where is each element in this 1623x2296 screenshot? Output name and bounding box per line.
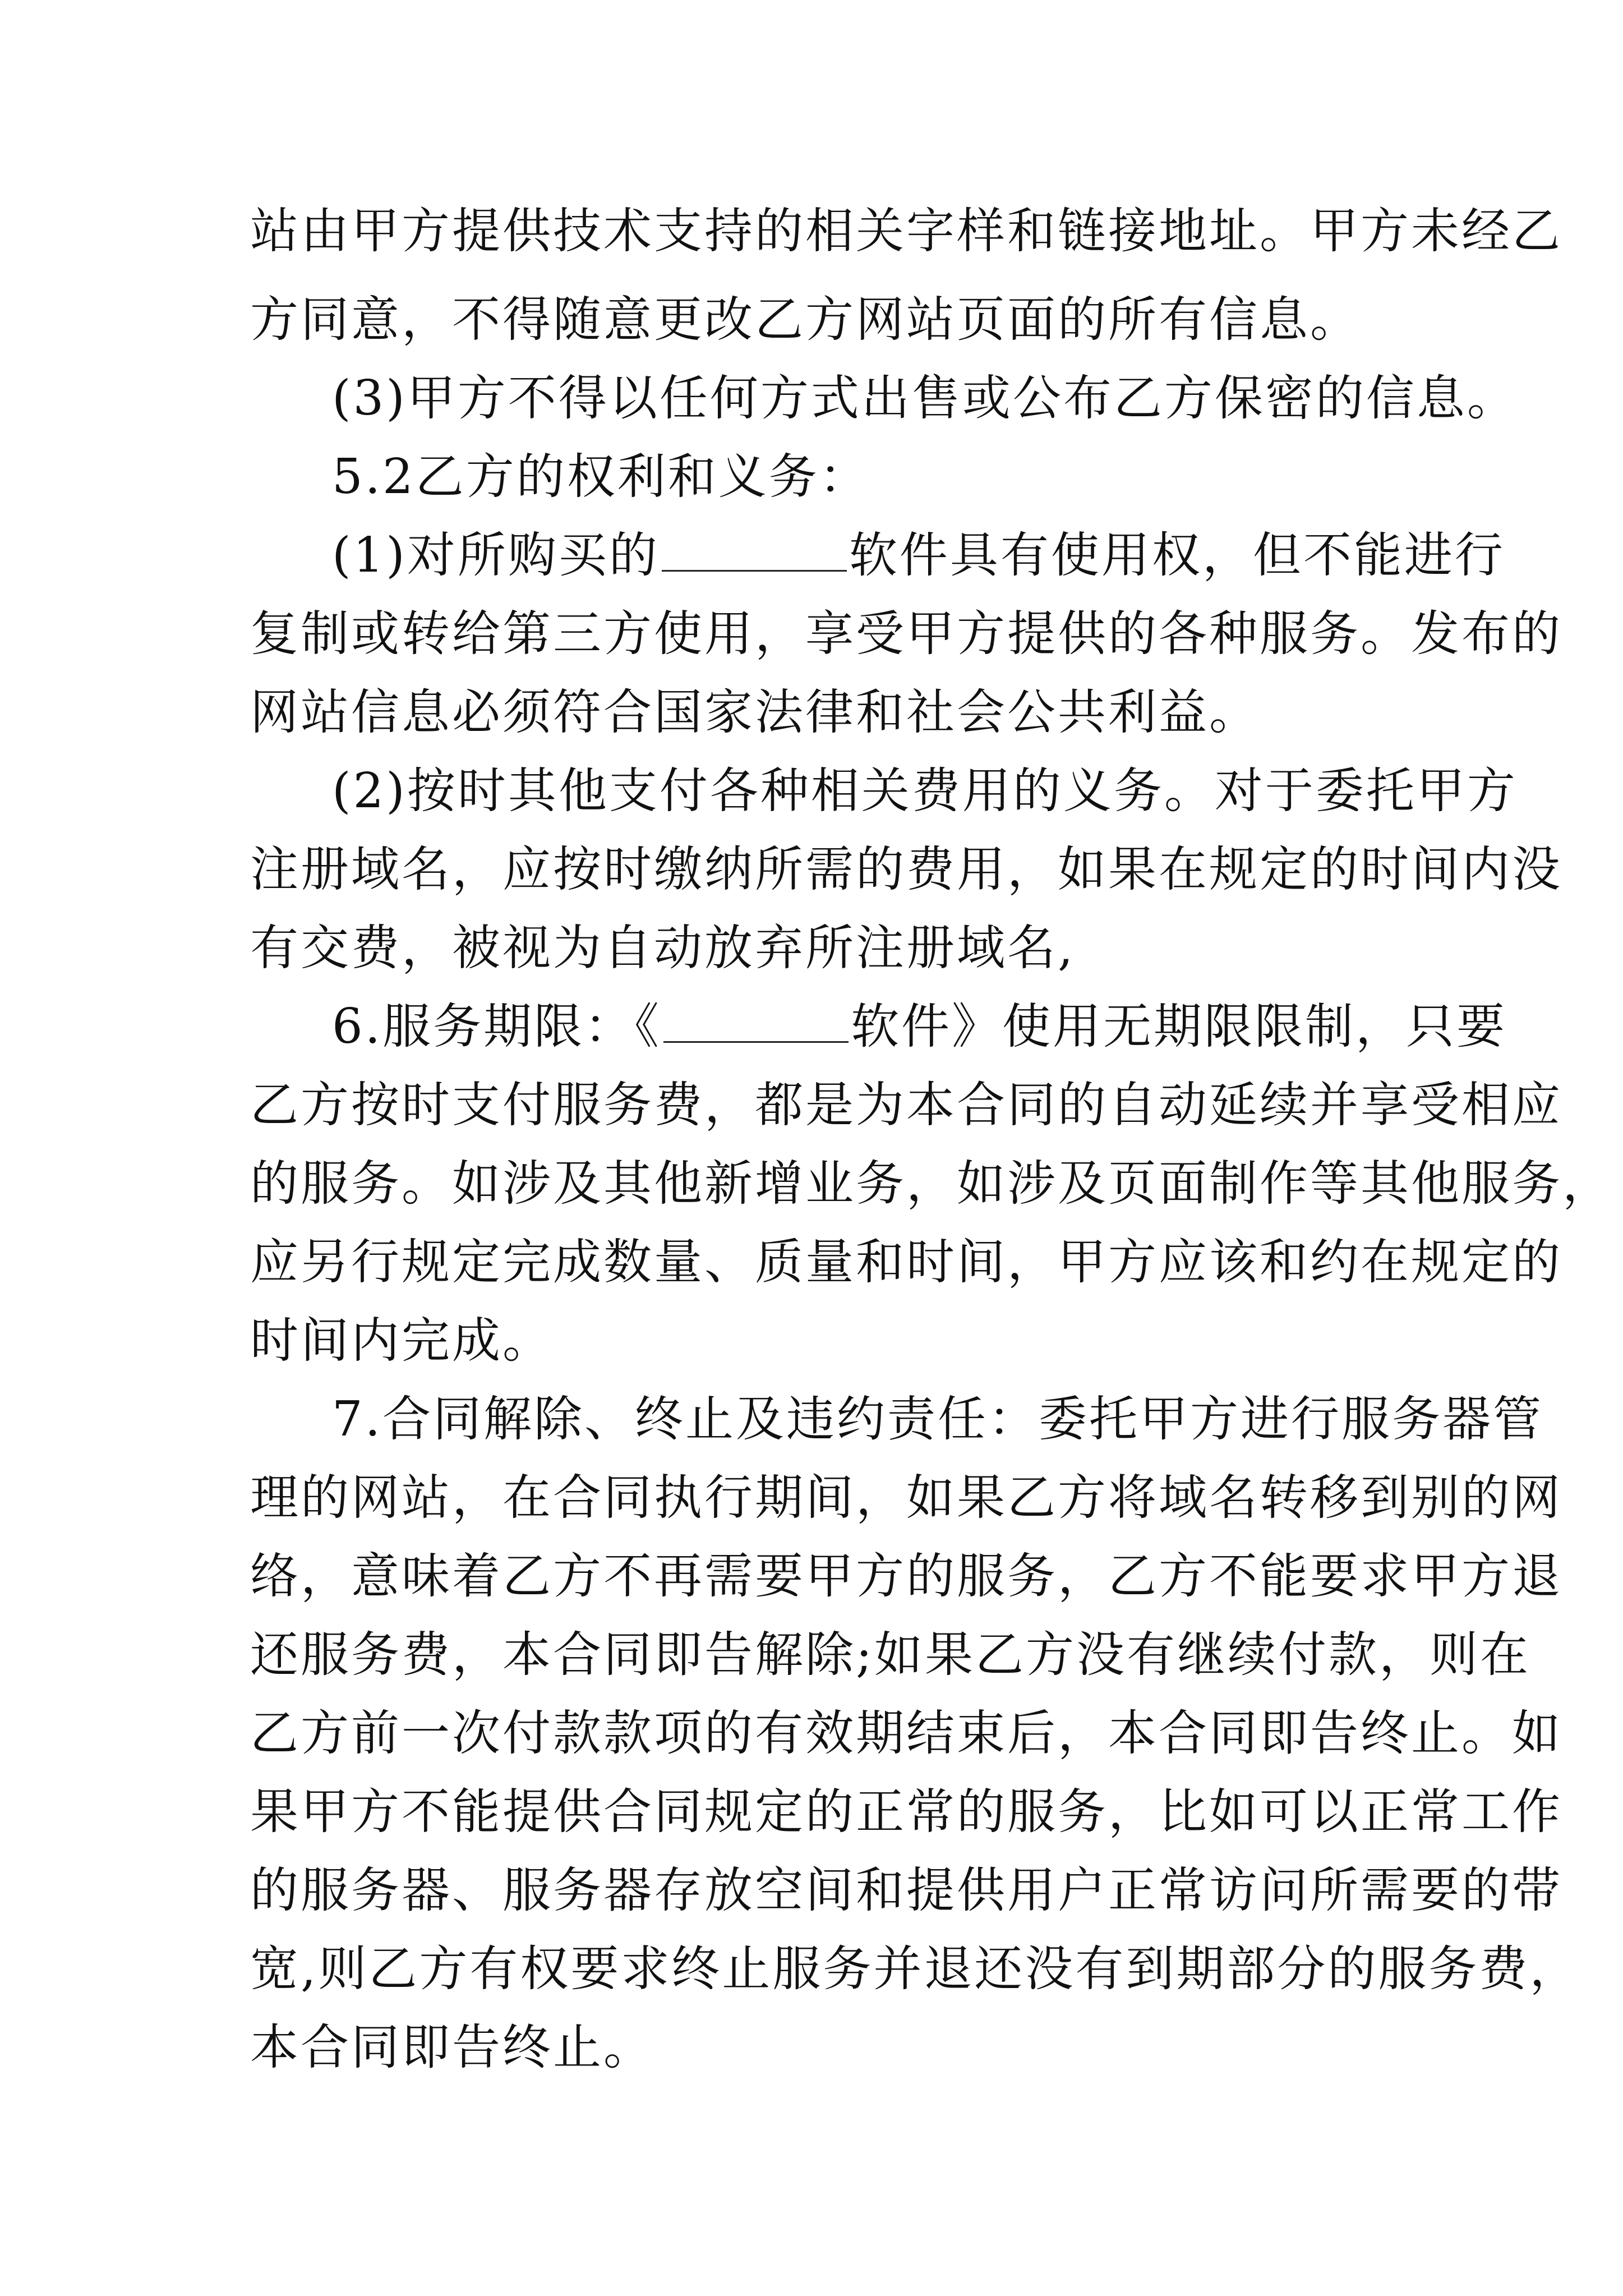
- text-line: 网站信息必须符合国家法律和社会公共利益。: [250, 684, 1260, 740]
- text-line: 7.合同解除、终止及违约责任：委托甲方进行服务器管: [332, 1391, 1544, 1447]
- fill-in-blank: [663, 1002, 849, 1043]
- text-line: 理的网站，在合同执行期间，如果乙方将域名转移到别的网: [250, 1470, 1562, 1526]
- text-segment: 软件具有使用权，但不能进行: [849, 527, 1505, 583]
- text-segment: 软件》使用无期限限制，只要: [851, 999, 1507, 1055]
- text-line: (3)甲方不得以任何方式出售或公布乙方保密的信息。: [332, 370, 1518, 426]
- fill-in-blank: [662, 531, 847, 572]
- text-line: 乙方按时支付服务费，都是为本合同的自动延续并享受相应: [250, 1077, 1562, 1133]
- text-line: 络，意味着乙方不再需要甲方的服务，乙方不能要求甲方退: [250, 1548, 1562, 1604]
- text-segment: 6.服务期限：《: [332, 999, 662, 1055]
- text-line: 有交费，被视为自动放弃所注册域名,: [250, 920, 1076, 976]
- text-line: 的服务。如涉及其他新增业务，如涉及页面制作等其他服务，: [250, 1156, 1613, 1212]
- text-segment: (1)对所购买的: [332, 527, 660, 583]
- text-line: 乙方前一次付款款项的有效期结束后，本合同即告终止。如: [250, 1705, 1562, 1761]
- text-line: 的服务器、服务器存放空间和提供用户正常访问所需要的带: [250, 1862, 1562, 1918]
- text-line: 宽,则乙方有权要求终止服务并退还没有到期部分的服务费，: [250, 1941, 1580, 1997]
- text-line: (2)按时其他支付各种相关费用的义务。对于委托甲方: [332, 763, 1518, 819]
- text-line: 方同意，不得随意更改乙方网站页面的所有信息。: [250, 292, 1361, 348]
- text-line: 站由甲方提供技术支持的相关字样和链接地址。甲方未经乙: [250, 203, 1562, 259]
- text-line: 还服务费，本合同即告解除;如果乙方没有继续付款，则在: [250, 1627, 1530, 1683]
- section-heading: 5.2乙方的权利和义务：: [332, 449, 870, 505]
- text-line: 本合同即告终止。: [250, 2019, 654, 2076]
- text-line-with-blank: [332, 999, 1507, 1055]
- text-line: 时间内完成。: [250, 1313, 553, 1369]
- text-line-with-blank: [332, 527, 1505, 583]
- text-line: 应另行规定完成数量、质量和时间，甲方应该和约在规定的: [250, 1234, 1562, 1290]
- text-line: 复制或转给第三方使用，享受甲方提供的各种服务。发布的: [250, 606, 1562, 662]
- text-line: 果甲方不能提供合同规定的正常的服务，比如可以正常工作: [250, 1784, 1562, 1840]
- text-line: 注册域名，应按时缴纳所需的费用，如果在规定的时间内没: [250, 841, 1562, 898]
